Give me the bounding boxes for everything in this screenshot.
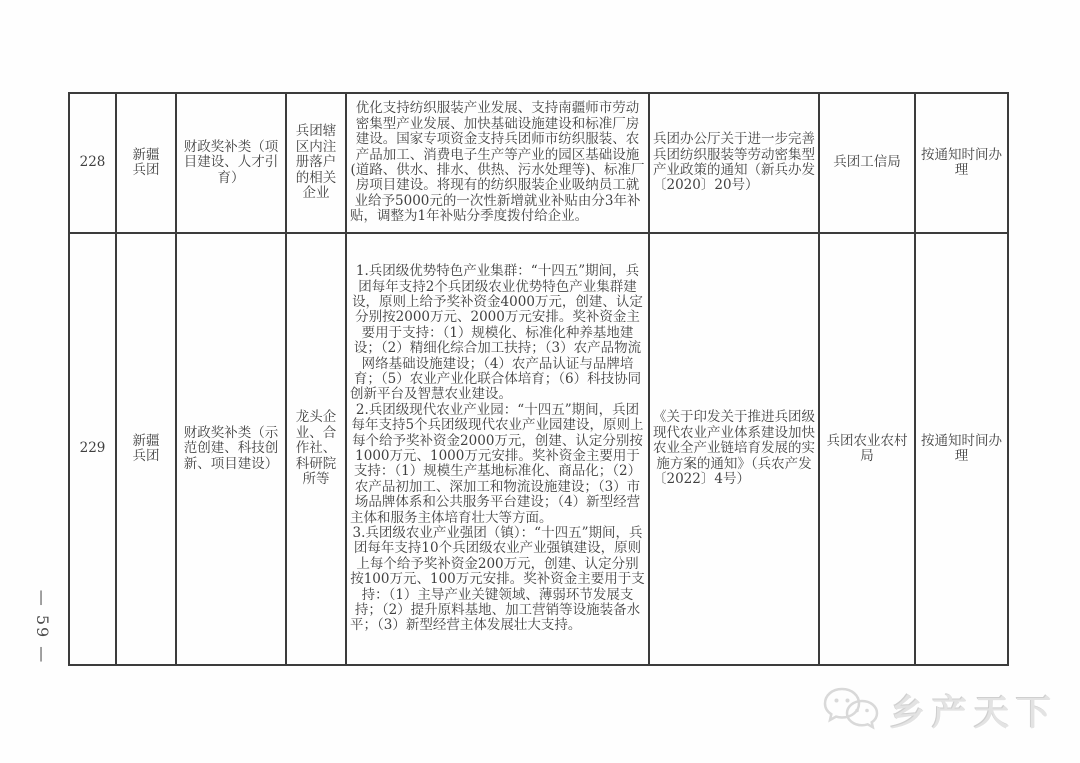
- policy-basis-cell: 《关于印发关于推进兵团级现代农业产业体系建设加快农业全产业链培育发展的实施方案的通知》（兵农产发〔2022〕4号）: [649, 233, 819, 665]
- department-cell: 兵团农业农村局: [819, 233, 915, 665]
- content-cell: [346, 93, 649, 233]
- department-cell: 兵团工信局: [819, 93, 915, 233]
- target-cell: 龙头企业、合作社、科研院所等: [286, 233, 346, 665]
- region-cell: [116, 93, 176, 233]
- table-row: [69, 233, 1008, 665]
- timing-cell: 按通知时间办理: [915, 93, 1008, 233]
- content-paragraph: 3.兵团级农业产业强团（镇）：“十四五”期间，兵团每年支持10个兵团级农业产业强镇建设，原则上每个给予奖补资金200万元，创建、认定分别按100万元、100万元安排。奖补资金主要用于支持：（1）主导产业关键领域、薄弱环节发展支持；（2）提升原料基地、加工营销等设施装备水平；（3）新型经营主体发展壮大支持。: [350, 525, 645, 634]
- table-row: [69, 93, 1008, 233]
- policy-table: [68, 92, 1009, 666]
- row-number-cell: 229: [69, 233, 116, 665]
- row-number-cell: 228: [69, 93, 116, 233]
- region-cell: [116, 233, 176, 665]
- content-paragraph: 优化支持纺织服装产业发展、支持南疆师市劳动密集型产业发展、加快基础设施建设和标准厂房建设。国家专项资金支持兵团师市纺织服装、农产品加工、消费电子生产等产业的园区基础设施(道路、供水、排水、供热、污水处理等)、标准厂房项目建设。将现有的纺织服装企业吸纳员工就业给予5000元的一次性新增就业补贴由分3年补贴，调整为1年补贴分季度拨付给企业。: [350, 100, 645, 225]
- region-text: 新疆兵团: [132, 146, 160, 178]
- region-text: 新疆兵团: [132, 432, 160, 464]
- watermark: [822, 685, 1058, 737]
- category-cell: 财政奖补类（项目建设、人才引育）: [176, 93, 286, 233]
- content-paragraph: 1.兵团级优势特色产业集群：“十四五”期间，兵团每年支持2个兵团级农业优势特色产业集群建设，原则上给予奖补资金4000万元，创建、认定分别按2000万元、2000万元安排。奖补资金主要用于支持：（1）规模化、标准化种养基地建设；（2）精细化综合加工扶持；（3）农产品物流网络基础设施建设；（4）农产品认证与品牌培育；（5）农业产业化联合体培育；（6）科技协同创新平台及智慧农业建设。: [350, 263, 643, 403]
- policy-basis-cell: 兵团办公厅关于进一步完善兵团纺织服装等劳动密集型产业政策的通知（新兵办发〔2020〕20号）: [649, 93, 819, 233]
- watermark-text: 乡产天下: [889, 693, 1058, 734]
- content-paragraph: 2.兵团级现代农业产业园：“十四五”期间，兵团每年支持5个兵团级现代农业产业园建设，原则上每个给予奖补资金2000万元，创建、认定分别按1000万元、1000万元安排。奖补资金主要用于支持：（1）规模生产基地标准化、商品化；（2）农产品初加工、深加工和物流设施建设；（3）市场品牌体系和公共服务平台建设；（4）新型经营主体和服务主体培育壮大等方面。: [350, 401, 644, 526]
- target-cell: 兵团辖区内注册落户的相关企业: [286, 93, 346, 233]
- content-cell: [346, 233, 649, 665]
- page-number: — 59 —: [33, 589, 53, 665]
- timing-cell: 按通知时间办理: [915, 233, 1008, 665]
- category-cell: 财政奖补类（示范创建、科技创新、项目建设）: [176, 233, 286, 665]
- chat-bubbles-icon: [822, 685, 880, 737]
